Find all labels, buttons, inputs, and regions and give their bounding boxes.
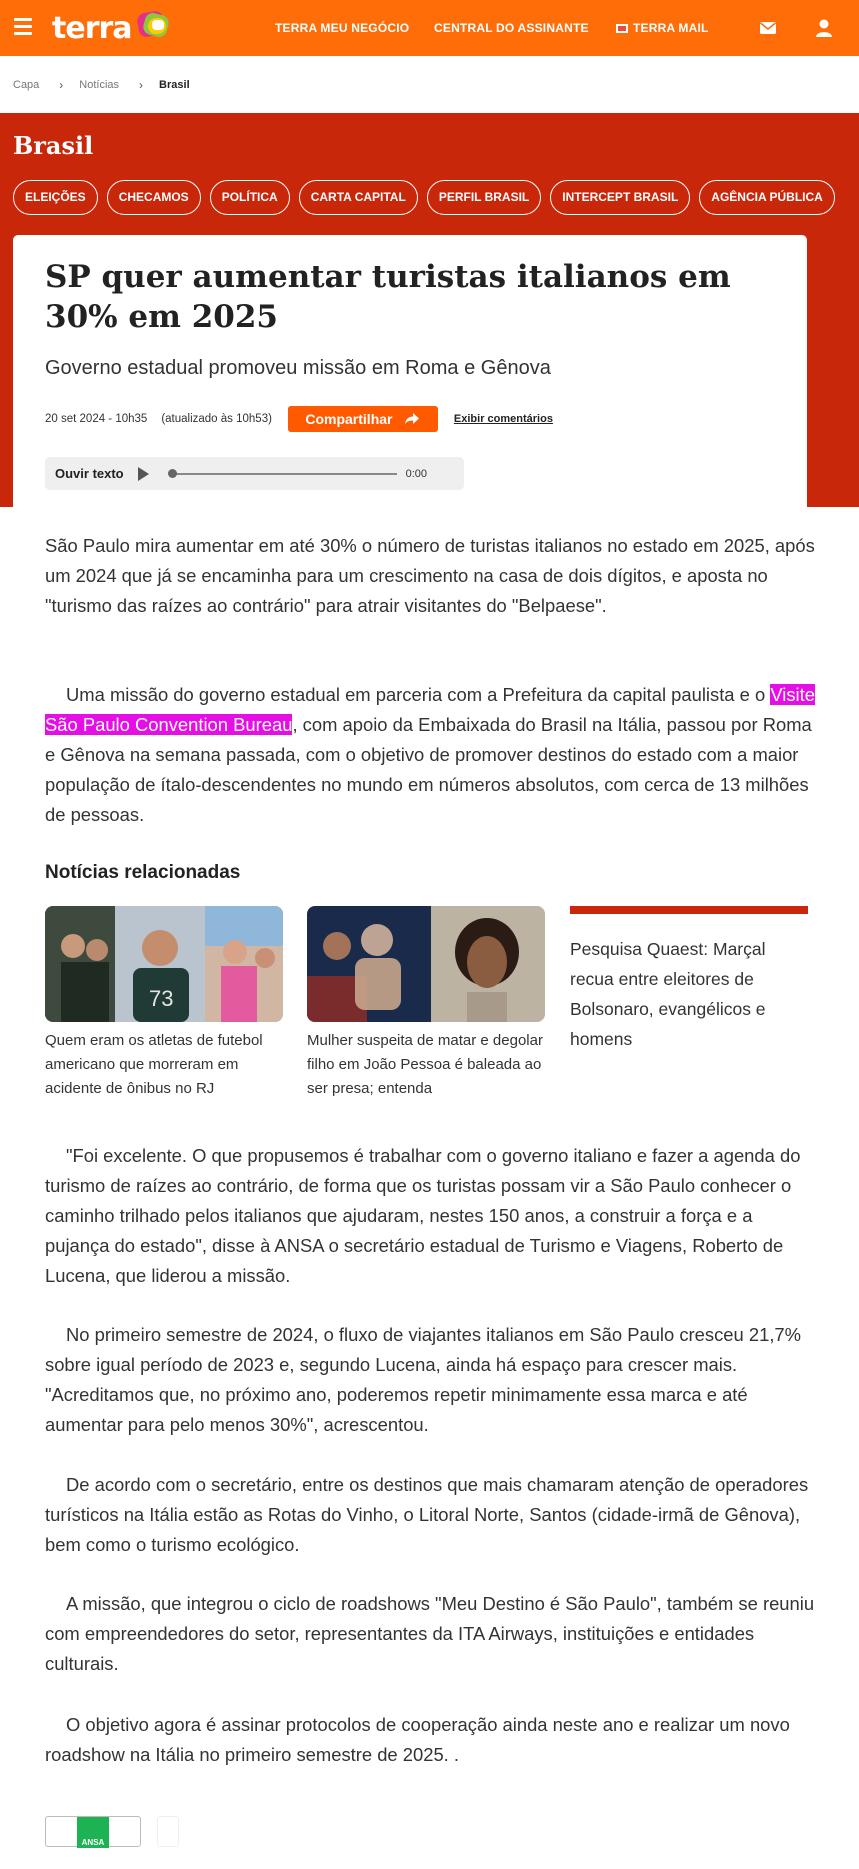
article-paragraph	[45, 1320, 815, 1440]
ansa-logo-text: ANSA	[81, 1838, 105, 1847]
related-news-item[interactable]	[45, 906, 283, 1101]
menu-icon[interactable]	[14, 18, 32, 36]
related-thumbnail	[45, 906, 283, 1022]
svg-text:73: 73	[149, 986, 174, 1011]
article-date: 20 set 2024 - 10h35	[45, 413, 148, 425]
related-news-title: Notícias relacionadas	[45, 862, 241, 883]
highlighted-link[interactable]: Visite São Paulo Convention Bureau	[45, 684, 815, 735]
paragraph-text: No primeiro semestre de 2024, o fluxo de viajantes italianos em São Paulo cresceu 21,7% sobre igual período de 2023 e, segundo Lucena, ainda há espaço para crescer mais. "Acreditamos que, no próximo ano, poderemos repetir minimamente essa marca e até aumentar para pelo menos 30%", acrescentou.	[45, 1324, 802, 1435]
tag-carta-capital[interactable]: CARTA CAPITAL	[299, 180, 418, 215]
source-ansa-logo[interactable]	[45, 1816, 141, 1847]
article-paragraph	[45, 1470, 815, 1560]
source-secondary-logo[interactable]	[157, 1816, 179, 1847]
nav-terra-meu-negocio[interactable]: TERRA MEU NEGÓCIO	[275, 21, 410, 35]
related-caption: Pesquisa Quaest: Marçal recua entre eleitores de Bolsonaro, evangélicos e homens	[570, 939, 766, 1049]
ansa-logo-icon	[77, 1817, 109, 1848]
share-button-label: Compartilhar	[305, 411, 393, 427]
related-caption: Mulher suspeita de matar e degolar filho em João Pessoa é baleada ao ser presa; entenda	[307, 1032, 543, 1097]
section-tags	[13, 180, 835, 215]
show-comments-link[interactable]: Exibir comentários	[453, 413, 553, 425]
share-arrow-icon	[404, 412, 420, 426]
nav-terra-mail-label: TERRA MAIL	[633, 21, 709, 35]
tag-agencia-publica[interactable]: AGÊNCIA PÚBLICA	[699, 180, 835, 215]
top-bar	[0, 0, 859, 56]
article-subheadline: Governo estadual promoveu missão em Roma e Gênova	[45, 357, 551, 379]
related-news-item[interactable]	[307, 906, 545, 1101]
nav-central-do-assinante[interactable]: CENTRAL DO ASSINANTE	[434, 21, 589, 35]
related-thumbnail	[307, 906, 545, 1022]
article-paragraph	[45, 680, 815, 830]
audio-label: Ouvir texto	[55, 466, 124, 481]
paragraph-text: O objetivo agora é assinar protocolos de cooperação ainda neste ano e realizar um novo roadshow na Itália no primeiro semestre de 2025. .	[45, 1714, 790, 1765]
related-caption: Quem eram os atletas de futebol americano que morreram em acidente de ônibus no RJ	[45, 1032, 263, 1097]
nav-terra-mail[interactable]	[616, 0, 709, 56]
related-news-item[interactable]	[570, 906, 808, 1054]
breadcrumb-brasil[interactable]: Brasil	[159, 79, 190, 91]
article-paragraph	[45, 1710, 815, 1770]
tag-intercept-brasil[interactable]: INTERCEPT BRASIL	[550, 180, 690, 215]
share-button[interactable]	[288, 406, 438, 432]
user-icon[interactable]	[813, 17, 835, 39]
paragraph-text: , com apoio da Embaixada do Brasil na Itália, passou por Roma e Gênova na semana passada, com o objetivo de promover destinos do estado com a maior população de ítalo-descendentes no mundo em números absolutos, com cerca de 13 milhões de pessoas.	[45, 714, 812, 825]
chevron-right-icon: ›	[139, 78, 144, 92]
paragraph-text: De acordo com o secretário, entre os destinos que mais chamaram atenção de operadores turísticos na Itália estão as Rotas do Vinho, o Litoral Norte, Santos (cidade-irmã de Gênova), bem como o turismo ecológico.	[45, 1474, 809, 1555]
related-accent-bar	[570, 906, 808, 914]
paragraph-text: A missão, que integrou o ciclo de roadshows "Meu Destino é São Paulo", também se reuniu com empreendedores do setor, representantes da ITA Airways, instituições e entidades culturais.	[45, 1593, 815, 1674]
breadcrumb-capa[interactable]: Capa	[13, 79, 40, 91]
chevron-right-icon: ›	[59, 78, 64, 92]
audio-player	[45, 457, 464, 490]
article-headline: SP quer aumentar turistas italianos em 30% em 2025	[45, 259, 731, 335]
terra-logo[interactable]	[52, 8, 172, 48]
paragraph-text: Uma missão do governo estadual em parceria com a Prefeitura da capital paulista e o	[66, 684, 771, 705]
play-icon[interactable]	[138, 467, 149, 481]
mail-flag-icon	[616, 24, 628, 33]
article-meta	[45, 406, 553, 432]
envelope-icon[interactable]	[757, 17, 779, 39]
logo-text: terra	[52, 10, 132, 46]
audio-time: 0:00	[405, 467, 428, 480]
audio-progress-track[interactable]	[171, 473, 397, 475]
tag-perfil-brasil[interactable]: PERFIL BRASIL	[427, 180, 541, 215]
article-paragraph: São Paulo mira aumentar em até 30% o número de turistas italianos no estado em 2025, após um 2024 que já se encaminha para um crescimento na casa de dois dígitos, e aposta no "turismo das raízes ao contrário" para atrair visitantes do "Belpaese".	[45, 535, 815, 616]
paragraph-text: "Foi excelente. O que propusemos é trabalhar com o governo italiano e fazer a agenda do turismo de raízes ao contrário, de forma que os turistas possam vir a São Paulo conhecer o caminho trilhado pelos italianos que ajudaram, nestes 150 anos, a construir a força e a pujança do estado", disse à ANSA o secretário estadual de Turismo e Viagens, Roberto de Lucena, que liderou a missão.	[45, 1145, 801, 1286]
article-paragraph	[45, 1589, 815, 1679]
section-title[interactable]: Brasil	[13, 131, 94, 160]
audio-progress-knob[interactable]	[168, 469, 177, 478]
tag-politica[interactable]: POLÍTICA	[210, 180, 290, 215]
breadcrumb-noticias[interactable]: Notícias	[79, 79, 120, 91]
logo-mark-icon	[134, 10, 172, 40]
tag-checamos[interactable]: CHECAMOS	[107, 180, 201, 215]
breadcrumb	[13, 78, 190, 92]
tag-eleicoes[interactable]: ELEIÇÕES	[13, 180, 98, 215]
article-updated: (atualizado às 10h53)	[161, 413, 272, 425]
article-paragraph	[45, 1141, 815, 1291]
